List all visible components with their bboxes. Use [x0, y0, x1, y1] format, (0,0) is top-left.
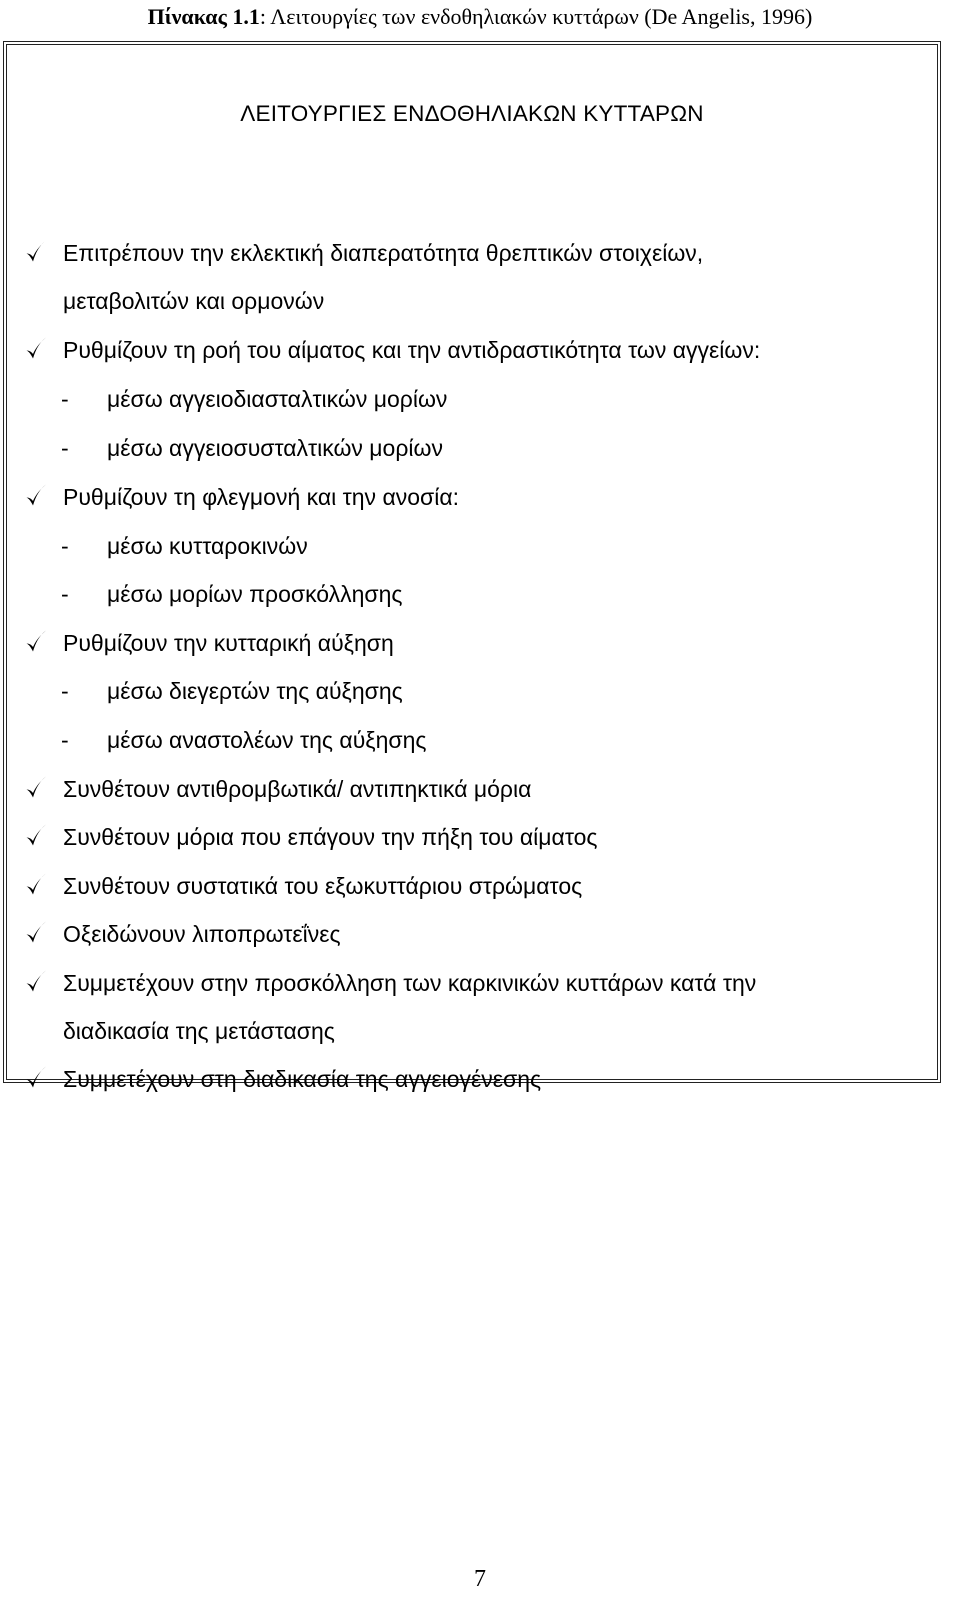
table-title: ΛΕΙΤΟΥΡΓΙΕΣ ΕΝΔΟΘΗΛΙΑΚΩΝ ΚΥΤΤΑΡΩΝ — [240, 101, 704, 126]
sub-item-text: μέσω αγγειοσυσταλτικών μορίων — [107, 435, 443, 461]
sub-item-text: μέσω μορίων προσκόλλησης — [107, 581, 403, 607]
sub-item-text: μέσω κυτταροκινών — [107, 533, 308, 559]
check-mark-icon — [25, 629, 47, 655]
dash-bullet: - — [61, 678, 69, 704]
check-mark-icon — [25, 483, 47, 509]
check-mark-icon — [25, 1065, 47, 1091]
check-mark-icon — [25, 775, 47, 801]
page-number: 7 — [474, 1566, 486, 1592]
dash-bullet: - — [61, 386, 69, 412]
check-mark-icon — [25, 239, 47, 265]
dash-bullet: - — [61, 581, 69, 607]
list-item-text: μεταβολιτών και ορμονών — [63, 288, 325, 314]
check-mark-icon — [25, 969, 47, 995]
sub-item-text: μέσω αγγειοδιασταλτικών μορίων — [107, 386, 448, 412]
sub-item-text: μέσω αναστολέων της αύξησης — [107, 727, 427, 753]
caption-text: : Λειτουργίες των ενδοθηλιακών κυττάρων (De Angelis, 1996) — [259, 4, 813, 29]
check-mark-icon — [25, 336, 47, 362]
list-item-text: Ρυθμίζουν την κυτταρική αύξηση — [63, 630, 394, 656]
list-item-text: διαδικασία της μετάστασης — [63, 1018, 335, 1044]
list-item-text: Ρυθμίζουν τη φλεγμονή και την ανοσία: — [63, 484, 460, 510]
list-item-text: Ρυθμίζουν τη ροή του αίματος και την αντιδραστικότητα των αγγείων: — [63, 337, 761, 363]
dash-bullet: - — [61, 533, 69, 559]
list-item-text: Συνθέτουν συστατικά του εξωκυττάριου στρώματος — [63, 873, 583, 899]
functions-table — [3, 41, 941, 1092]
dash-bullet: - — [61, 727, 69, 753]
check-mark-icon — [25, 920, 47, 946]
list-item-text: Οξειδώνουν λιποπρωτεΐνες — [63, 921, 341, 947]
caption-label: Πίνακας 1.1 — [147, 4, 260, 29]
dash-bullet: - — [61, 435, 69, 461]
table-caption — [0, 4, 960, 30]
list-item-text: Επιτρέπουν την εκλεκτική διαπερατότητα θρεπτικών στοιχείων, — [63, 240, 704, 266]
list-item-text: Συμμετέχουν στη διαδικασία της αγγειογένεσης — [63, 1066, 542, 1092]
list-item-text: Συνθέτουν μόρια που επάγουν την πήξη του αίματος — [63, 824, 598, 850]
list-item-text: Συνθέτουν αντιθρομβωτικά/ αντιπηκτικά μόρια — [63, 776, 532, 802]
sub-item-text: μέσω διεγερτών της αύξησης — [107, 678, 403, 704]
check-mark-icon — [25, 823, 47, 849]
list-item-text: Συμμετέχουν στην προσκόλληση των καρκινικών κυττάρων κατά την — [63, 970, 757, 996]
check-mark-icon — [25, 872, 47, 898]
